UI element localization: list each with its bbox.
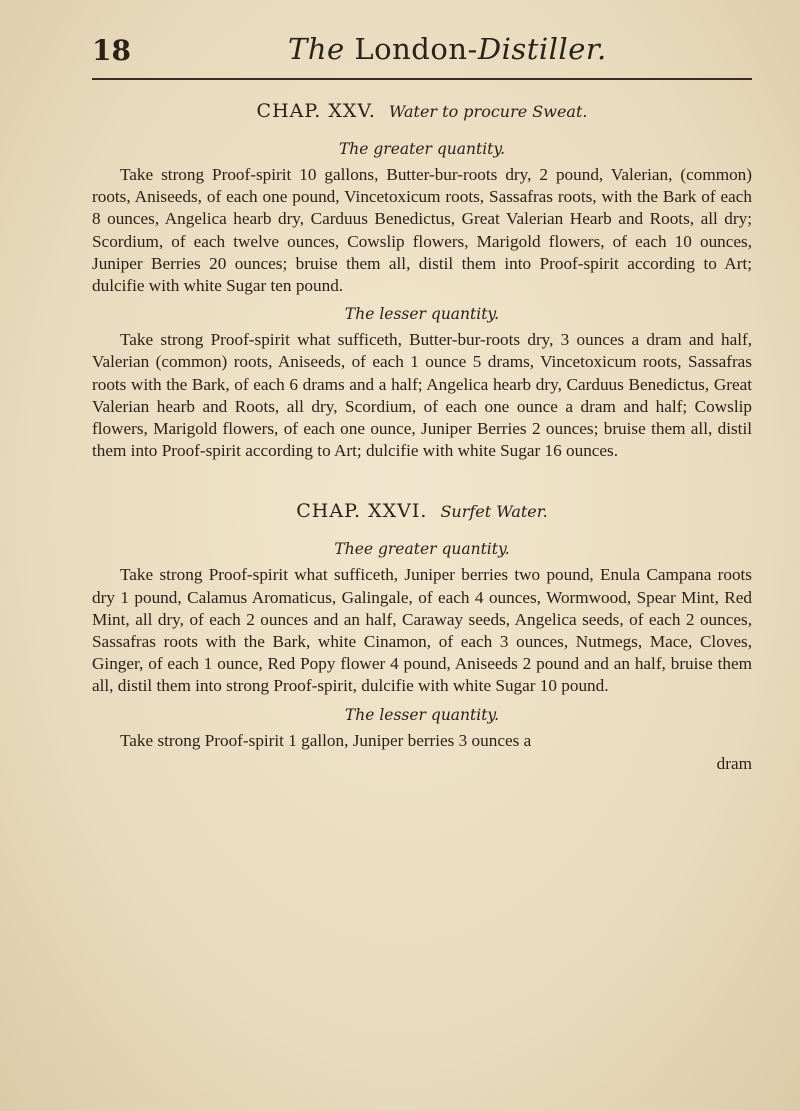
- chapter-25-greater-recipe: Take strong Proof-spirit 10 gallons, Butter-bur-roots dry, 2 pound, Valerian, (common) roots, Aniseeds, of each one pound, Vincetoxicum roots, Sassafras roots, with the Bark of each 8 ounces, Angelica hearb dry, Carduus Benedictus, Great Valerian Hearb and Roots, all dry; Scordium, of each twelve ounces, Cowslip flowers, Marigold flowers, of each 10 ounces, Juniper Berries 20 ounces; bruise them all, distil them into Proof-spirit according to Art; dulcifie with white Sugar ten pound.: [92, 165, 752, 296]
- chapter-25-lesser-recipe: Take strong Proof-spirit what sufficeth, Butter-bur-roots dry, 3 ounces a dram and half, Valerian (common) roots, Aniseeds, of each 1 ounce 5 drams, Vincetoxicum roots, Sassafras roots with the Bark, of each 6 drams and a half; Angelica hearb dry, Carduus Benedictus, Great Valerian hearb and Roots, all dry, Scordium, of each one ounce a dram and half; Cowslip flowers, Marigold flowers, of each one ounce, Juniper Berries 2 ounces; bruise them all, distil them into Proof-spirit according to Art; dulcifie with white Sugar 16 ounces.: [92, 330, 752, 461]
- chapter-25-lesser-subheading: The lesser quantity.: [344, 305, 500, 324]
- catchword: dram: [716, 753, 752, 773]
- chapter-26-lesser-subheading: The lesser quantity.: [344, 705, 500, 724]
- chapter-25-title: Water to procure Sweat.: [388, 102, 588, 121]
- chapter-26-greater-subheading: Thee greater quantity.: [334, 540, 510, 559]
- running-title-the: The: [288, 32, 345, 66]
- chapter-26-heading: [92, 500, 752, 522]
- running-title: [288, 32, 607, 66]
- running-title-distiller: Distiller.: [477, 32, 607, 66]
- running-title-london: London-: [354, 32, 478, 66]
- chapter-25-heading: [92, 100, 752, 122]
- header-rule: [92, 78, 752, 80]
- chapter-26-greater-recipe: Take strong Proof-spirit what sufficeth, Juniper berries two pound, Enula Campana roots dry 1 pound, Calamus Aromaticus, Galingale, of each 4 ounces, Wormwood, Spear Mint, Red Mint, all dry, of each 2 ounces and an half, Caraway seeds, Angelica seeds, of each 2 ounces, Sassafras roots with the Bark, white Cinamon, of each 3 ounces, Nutmegs, Mace, Cloves, Ginger, of each 1 ounce, Red Popy flower 4 pound, Aniseeds 2 pound and an half, bruise them all, distil them into strong Proof-spirit, dulcifie with white Sugar 10 pound.: [92, 565, 752, 696]
- page-number: 18: [92, 34, 131, 67]
- chapter-26-number: CHAP. XXVI.: [296, 500, 428, 523]
- chapter-25-number: CHAP. XXV.: [256, 100, 376, 122]
- chapter-25-greater-subheading: The greater quantity.: [338, 140, 506, 158]
- chapter-26-title: Surfet Water.: [440, 502, 548, 522]
- chapter-26-lesser-recipe: Take strong Proof-spirit 1 gallon, Juniper berries 3 ounces a: [120, 730, 532, 750]
- running-head: [92, 28, 752, 76]
